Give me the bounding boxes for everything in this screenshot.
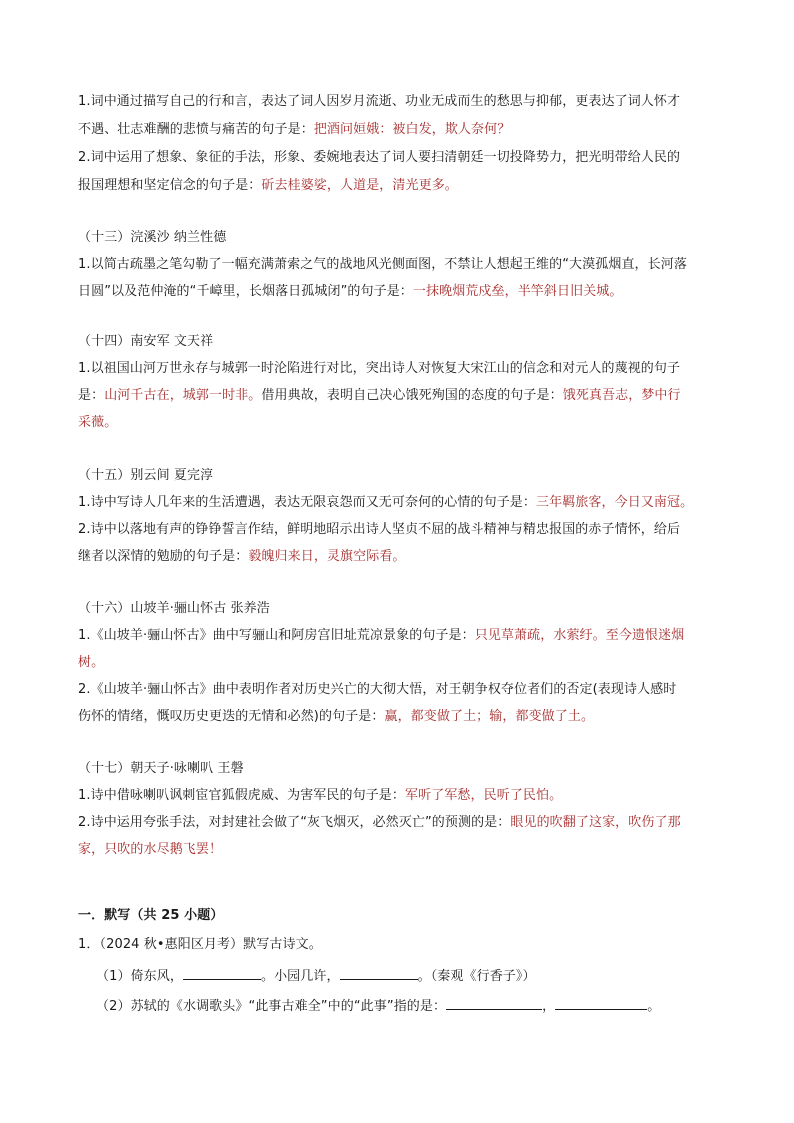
s15-q2-answer: 毅魄归来日，灵旗空际看。 [248, 549, 406, 564]
s13-q1-text-cont: 日圆”以及范仲淹的“千嶂里，长烟落日孤城闭”的句子是： [78, 284, 413, 299]
s16-q2-answer: 赢，都变做了土；输，都变做了土。 [384, 709, 595, 724]
s12-q1-text: 1.词中通过描写自己的行和言，表达了词人因岁月流逝、功业无成而生的愁思与抑郁，更表达了词人怀才 [78, 94, 681, 109]
s12-line-2 [78, 120, 728, 140]
s17-title: （十七）朝天子·咏喇叭 王磐 [78, 761, 244, 776]
s16-q1-answer: 只见草萧疏，水萦纡。至今遗恨迷烟 [474, 628, 685, 643]
s12-q2-answer: 斫去桂婆娑，人道是，清光更多。 [261, 178, 458, 193]
exercise-heading: 一．默写（共 25 小题） [78, 908, 224, 923]
s12-q1-answer: 把酒问姮娥：被白发，欺人奈何？ [313, 122, 511, 137]
s14-line-2 [78, 386, 728, 406]
exercise-sub-2 [96, 995, 746, 1017]
exercise-sub-1 [96, 965, 746, 987]
s12-line-4 [78, 176, 728, 196]
s14-title: （十四）南安军 文天祥 [78, 334, 214, 349]
s12-line-3 [78, 148, 728, 168]
s17-q1-text: 1.诗中借咏喇叭讽刺宦官狐假虎威、为害军民的句子是： [78, 788, 406, 803]
sub1-middle: 。小园几许， [260, 969, 340, 984]
s15-q2-text-cont: 继者以深情的勉励的句子是： [78, 549, 249, 564]
s12-q1-text-cont: 不遇、壮志难酬的悲愤与痛苦的句子是： [78, 122, 314, 137]
sub2-prefix: （2）苏轼的《水调歌头》“此事古难全”中的“此事”指的是： [96, 999, 447, 1014]
s15-line-3 [78, 547, 728, 567]
s17-q1-answer: 军听了军愁，民听了民怕。 [405, 788, 563, 803]
s15-q1-text: 1.诗中写诗人几年来的生活遭遇，表达无限哀怨而又无可奈何的心情的句子是： [78, 495, 537, 510]
s16-title: （十六）山坡羊·骊山怀古 张养浩 [78, 601, 270, 616]
s16-line-2 [78, 653, 728, 673]
sub2-suffix: 。 [647, 999, 661, 1014]
s13-q1-text: 1.以简古疏墨之笔勾勒了一幅充满萧索之气的战地风光侧面图，不禁让人想起王维的“大漠孤烟直，长河落 [78, 257, 687, 272]
blank-2[interactable] [340, 965, 418, 980]
s15-q2-text: 2.诗中以落地有声的铮铮誓言作结，鲜明地昭示出诗人坚贞不屈的战斗精神与精忠报国的赤子情怀，给后 [78, 522, 681, 537]
s17-q2-answer-cont: 家，只吹的水尽鹅飞罢！ [78, 842, 223, 857]
blank-3[interactable] [446, 995, 542, 1010]
s14-q2-text: 借用典故，表明自己决心饿死殉国的态度的句子是： [261, 388, 563, 403]
s14-q1-answer: 山河千古在，城郭一时非。 [104, 388, 262, 403]
s13-q1-answer: 一抹晚烟荒戍垒，半竿斜日旧关城。 [412, 284, 623, 299]
sub1-suffix: 。（秦观《行香子》） [417, 969, 536, 984]
s17-line-2 [78, 813, 728, 833]
s15-line-2 [78, 520, 728, 540]
sub1-prefix: （1）倚东风， [96, 969, 183, 984]
blank-4[interactable] [555, 995, 647, 1010]
s16-line-1 [78, 626, 728, 646]
sub2-middle: ， [542, 999, 556, 1014]
s14-q2-answer: 饿死真吾志，梦中行 [562, 388, 681, 403]
s14-q1-text-cont: 是： [78, 388, 105, 403]
s13-line-2 [78, 282, 728, 302]
s15-line-1 [78, 493, 728, 513]
exercise-question-1: 1．（2024 秋•惠阳区月考）默写古诗文。 [78, 937, 322, 952]
s17-q2-text: 2.诗中运用夸张手法，对封建社会做了“灰飞烟灭，必然灭亡”的预测的是： [78, 815, 511, 830]
s14-q2-answer-cont: 采薇。 [78, 415, 118, 430]
s12-q2-text: 2.词中运用了想象、象征的手法，形象、委婉地表达了词人要扫清朝廷一切投降势力，把光明带给人民的 [78, 150, 681, 165]
blank-1[interactable] [183, 965, 261, 980]
s17-line-3 [78, 840, 728, 860]
s16-q2-text: 2.《山坡羊·骊山怀古》曲中表明作者对历史兴亡的大彻大悟，对王朝争权夺位者们的否定(表现诗人感时 [78, 682, 677, 697]
s12-line-1 [78, 92, 728, 112]
s16-line-3 [78, 680, 728, 700]
s15-title: （十五）别云间 夏完淳 [78, 468, 214, 483]
s16-q1-answer-cont: 树。 [78, 655, 105, 670]
s12-q2-text-cont: 报国理想和坚定信念的句子是： [78, 178, 262, 193]
s15-q1-answer: 三年羁旅客，今日又南冠。 [536, 495, 694, 510]
s16-q2-text-cont: 伤怀的情绪，慨叹历史更迭的无情和必然)的句子是： [78, 709, 385, 724]
s17-q2-answer: 眼见的吹翻了这家，吹伤了那 [510, 815, 681, 830]
s16-q1-text: 1.《山坡羊·骊山怀古》曲中写骊山和阿房宫旧址荒凉景象的句子是： [78, 628, 475, 643]
s16-line-4 [78, 707, 728, 727]
s17-line-1 [78, 786, 728, 806]
s14-line-3 [78, 413, 728, 433]
s13-title: （十三）浣溪沙 纳兰性德 [78, 230, 227, 245]
s13-line-1 [78, 255, 728, 275]
s14-q1-text: 1.以祖国山河万世永存与城郭一时沦陷进行对比，突出诗人对恢复大宋江山的信念和对元人的蔑视的句子 [78, 361, 681, 376]
s14-line-1 [78, 359, 728, 379]
